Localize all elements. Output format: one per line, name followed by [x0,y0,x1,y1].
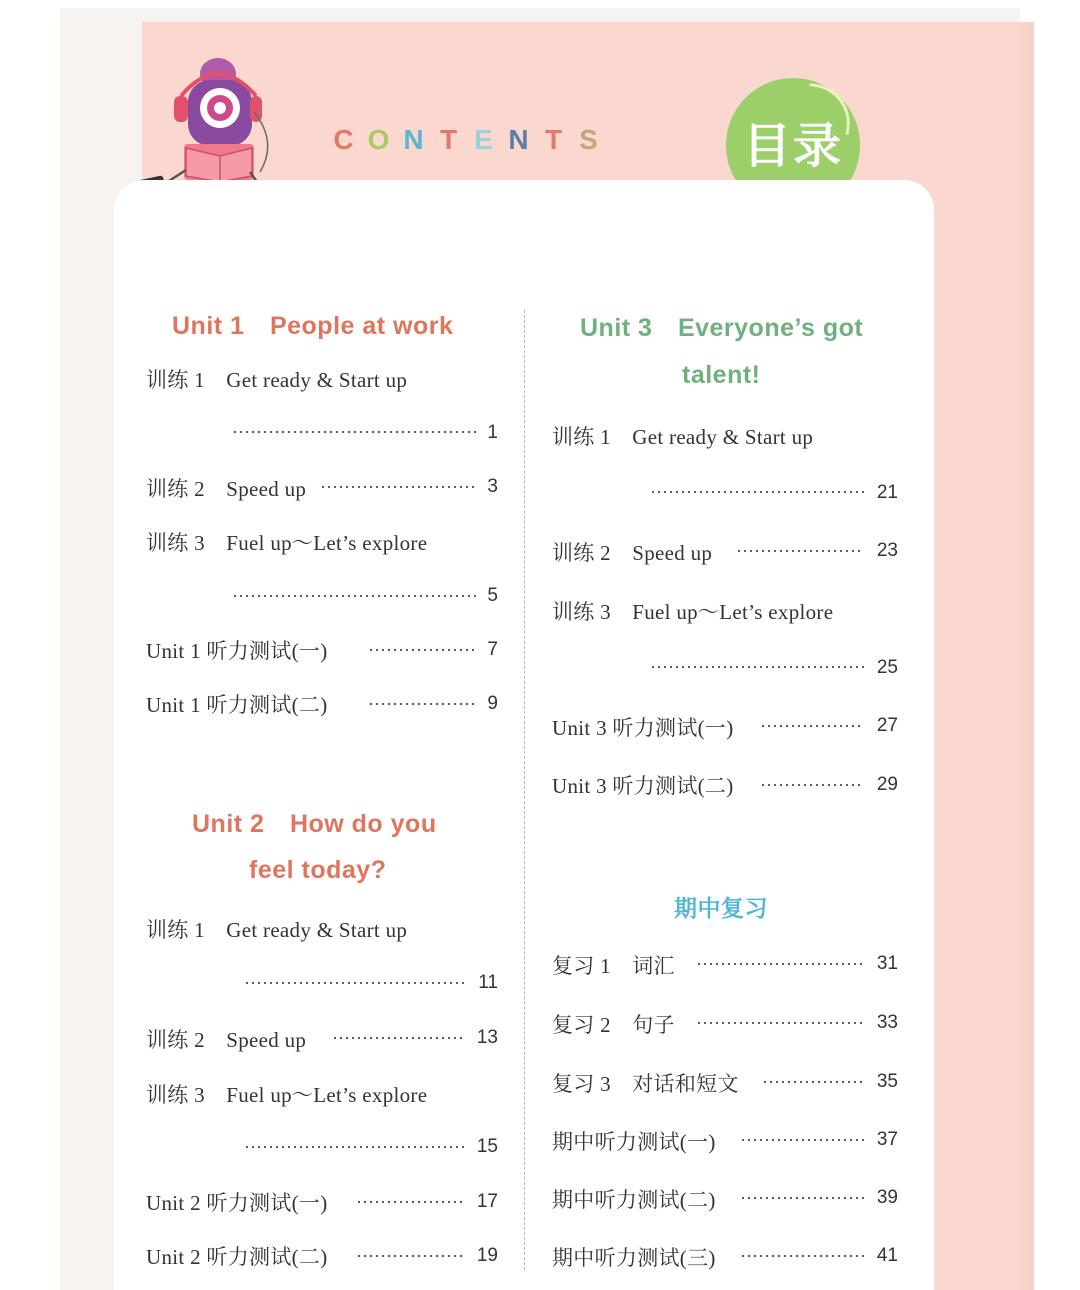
toc-entry-label[interactable]: Unit 3 听力测试(二) [552,774,734,798]
contents-letter: T [439,124,458,155]
toc-page-number[interactable]: 37 [876,1129,898,1150]
toc-entry-label[interactable]: Unit 2 听力测试(一) [146,1191,328,1215]
toc-page-number[interactable]: 31 [876,953,898,974]
toc-leader-dots [696,1021,864,1025]
toc-entry-label[interactable]: 训练 1 Get ready & Start up [552,425,814,449]
mulu-badge-text: 目录 [742,117,843,174]
toc-leader-dots [740,1196,864,1200]
toc-entry-label[interactable]: 训练 2 Speed up [552,541,713,565]
toc-leader-dots [650,490,864,494]
toc-leader-dots [696,962,864,966]
contents-letter: C [333,124,354,155]
toc-page-number[interactable]: 15 [476,1136,498,1157]
unit3-heading-line1: Unit 3 Everyone’s got [580,314,864,342]
toc-leader-dots [320,485,476,489]
toc-entry-label[interactable]: 训练 1 Get ready & Start up [146,368,408,392]
toc-entry-label[interactable]: 训练 3 Fuel up～Let’s explore [552,600,834,624]
toc-page-number[interactable]: 17 [476,1191,498,1212]
midterm-review-heading: 期中复习 [674,896,768,922]
toc-page-number[interactable]: 29 [876,774,898,795]
toc-entry-label[interactable]: Unit 2 听力测试(二) [146,1245,328,1269]
toc-leader-dots [762,1080,864,1084]
toc-entry-label[interactable]: Unit 1 听力测试(一) [146,639,328,663]
toc-page-number[interactable]: 1 [487,422,498,443]
toc-entry-label[interactable]: 训练 2 Speed up [146,1028,307,1052]
contents-letter: O [367,124,390,155]
toc-leader-dots [232,594,476,598]
toc-page-number[interactable]: 9 [487,693,498,714]
toc-leader-dots [356,1200,466,1204]
toc-entry-label[interactable]: 复习 2 句子 [552,1013,675,1037]
toc-page-number[interactable]: 3 [487,476,498,497]
toc-page-number[interactable]: 33 [876,1012,898,1033]
unit3-heading-line2: talent! [682,361,761,389]
toc-leader-dots [356,1254,466,1258]
unit2-heading-line1: Unit 2 How do you [192,810,437,838]
unit2-heading-line2: feel today? [249,856,387,884]
contents-letter: N [403,124,424,155]
unit1-heading: Unit 1 People at work [172,312,454,340]
toc-page-number[interactable]: 41 [876,1245,898,1266]
toc-leader-dots [244,981,466,985]
toc-page-number[interactable]: 39 [876,1187,898,1208]
toc-page-number[interactable]: 13 [476,1027,498,1048]
toc-leader-dots [760,724,864,728]
toc-leader-dots [232,430,476,434]
contents-letter: T [544,124,563,155]
toc-entry-label[interactable]: Unit 1 听力测试(二) [146,693,328,717]
toc-page-number[interactable]: 21 [876,482,898,503]
toc-leader-dots [760,783,864,787]
toc-leader-dots [740,1254,864,1258]
contents-letter: E [474,124,493,155]
toc-leader-dots [740,1138,864,1142]
toc-leader-dots [244,1145,466,1149]
contents-letter: S [579,124,598,155]
toc-entry-label[interactable]: 训练 3 Fuel up～Let’s explore [146,1083,428,1107]
toc-entry-label[interactable]: 训练 2 Speed up [146,477,307,501]
toc-entry-label[interactable]: 期中听力测试(三) [552,1246,716,1270]
toc-entry-label[interactable]: 训练 3 Fuel up～Let’s explore [146,531,428,555]
toc-entry-label[interactable]: 期中听力测试(二) [552,1188,716,1212]
toc-page-number[interactable]: 35 [876,1071,898,1092]
toc-entry-label[interactable]: 训练 1 Get ready & Start up [146,918,408,942]
toc-entry-label[interactable]: 复习 1 词汇 [552,954,675,978]
toc-entry-label[interactable]: 期中听力测试(一) [552,1130,716,1154]
toc-page-number[interactable]: 7 [487,639,498,660]
toc-page-number[interactable]: 19 [476,1245,498,1266]
toc-entry-label[interactable]: Unit 3 听力测试(一) [552,716,734,740]
toc-page-number[interactable]: 5 [487,585,498,606]
toc-page-number[interactable]: 23 [876,540,898,561]
column-divider [524,310,525,1270]
toc-page-number[interactable]: 11 [478,972,498,993]
toc-page-number[interactable]: 25 [876,657,898,678]
toc-leader-dots [650,665,864,669]
toc-leader-dots [332,1036,466,1040]
contents-title [326,124,606,164]
toc-entry-label[interactable]: 复习 3 对话和短文 [552,1072,739,1096]
toc-leader-dots [736,549,864,553]
contents-letter: N [508,124,529,155]
toc-page-number[interactable]: 27 [876,715,898,736]
